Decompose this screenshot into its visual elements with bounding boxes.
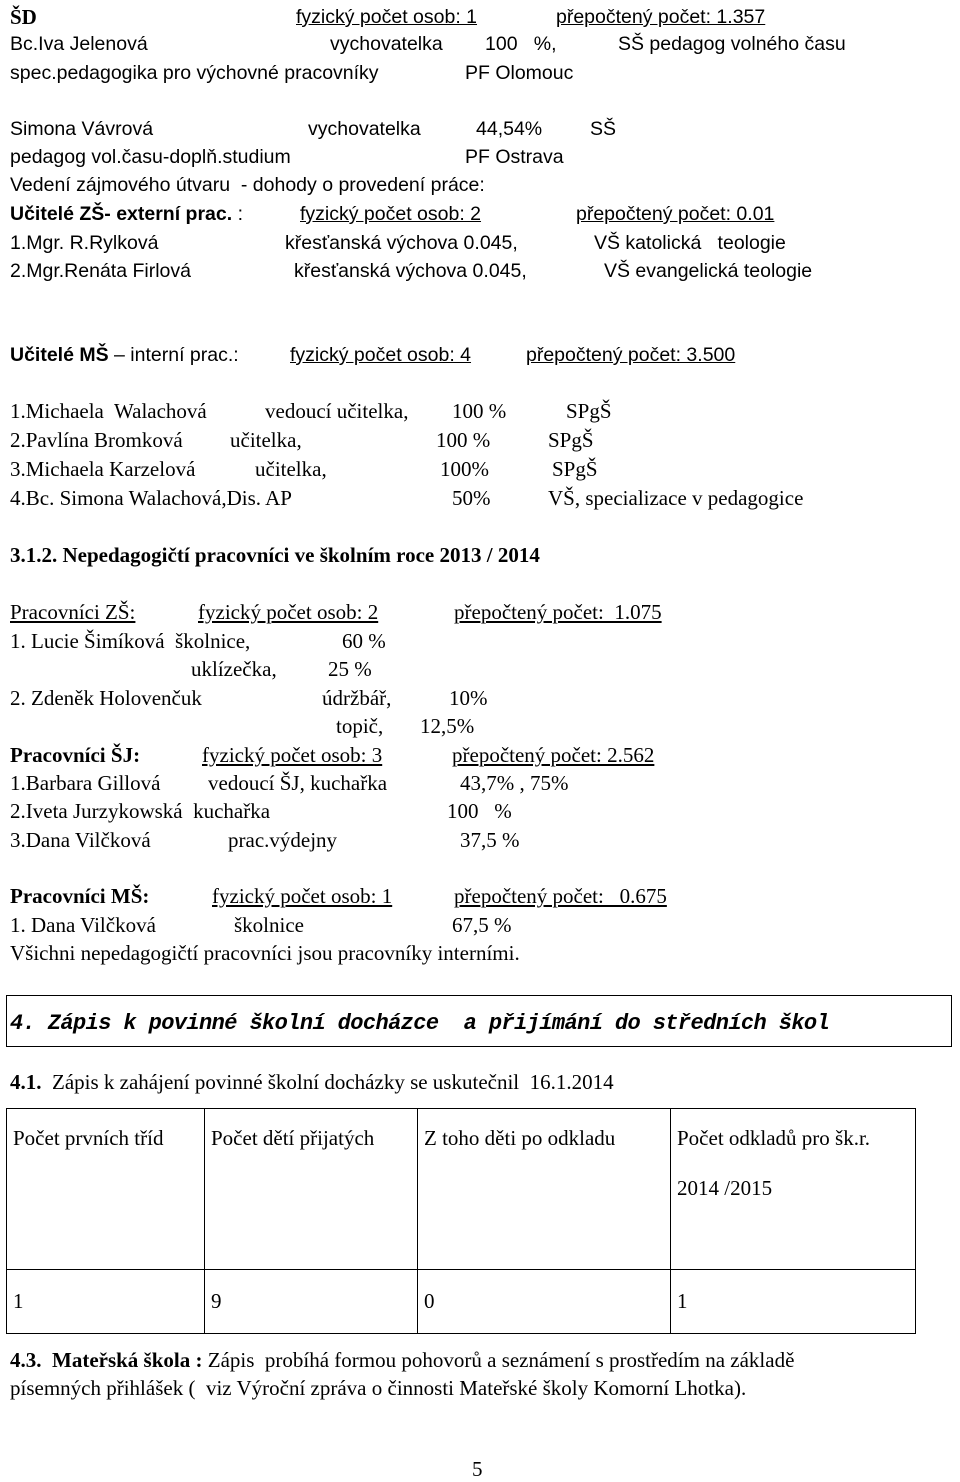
section-4-3-number: 4.3. bbox=[10, 1348, 42, 1372]
staff-pct: 100 % bbox=[447, 799, 512, 823]
table-cell: 1 bbox=[7, 1270, 205, 1334]
nonped-zs-recalc: přepočtený počet: 1.075 bbox=[454, 600, 662, 624]
staff-pct: 100 %, bbox=[485, 33, 557, 55]
staff-role: vychovatelka bbox=[308, 118, 421, 140]
staff-name: 1. Dana Vilčková bbox=[10, 913, 156, 937]
section-4-3-text: Zápis probíhá formou pohovorů a seznámení s prostředím na základě bbox=[207, 1348, 795, 1372]
staff-role: vedoucí ŠJ, kuchařka bbox=[208, 771, 388, 795]
zs-external-label: Učitelé ZŠ- externí prac. bbox=[10, 203, 233, 225]
table-cell: 0 bbox=[418, 1270, 671, 1334]
staff-pct: 25 % bbox=[328, 657, 372, 681]
table-header-cell: Z toho děti po odkladu bbox=[418, 1109, 671, 1270]
staff-name: Simona Vávrová bbox=[10, 118, 154, 140]
staff-name: 4.Bc. Simona Walachová,Dis. AP bbox=[10, 486, 292, 510]
chapter-4-heading: 4. Zápis k povinné školní docházce a přijímání do středních škol bbox=[10, 1011, 830, 1036]
staff-name: 1.Michaela Walachová bbox=[10, 399, 207, 423]
nonped-note: Všichni nepedagogičtí pracovníci jsou pracovníky interními. bbox=[10, 941, 520, 965]
school-year: 2014 /2015 bbox=[677, 1176, 773, 1200]
nonped-ms-label: Pracovníci MŠ: bbox=[10, 884, 150, 908]
nonped-sj-label: Pracovníci ŠJ: bbox=[10, 743, 141, 767]
staff-role: vychovatelka bbox=[330, 33, 443, 55]
nonped-ms-physical: fyzický počet osob: 1 bbox=[212, 884, 393, 908]
nonped-ms-recalc: přepočtený počet: 0.675 bbox=[454, 884, 667, 908]
sd-label: ŠD bbox=[10, 5, 37, 29]
staff-pct: 10% bbox=[449, 686, 488, 710]
nonped-sj-physical: fyzický počet osob: 3 bbox=[202, 743, 383, 767]
staff-name: 2.Pavlína Bromková bbox=[10, 428, 183, 452]
staff-pct: 43,7% , 75% bbox=[460, 771, 569, 795]
staff-name: 2. Zdeněk Holovenčuk bbox=[10, 686, 202, 710]
staff-subject: křesťanská výchova 0.045, bbox=[294, 260, 527, 282]
staff-name: 3.Michaela Karzelová bbox=[10, 457, 196, 481]
staff-line2: spec.pedagogika pro výchovné pracovníky bbox=[10, 62, 379, 84]
sd-recalc-count: přepočtený počet: 1.357 bbox=[556, 6, 766, 28]
nonped-zs-label: Pracovníci ZŠ: bbox=[10, 600, 136, 624]
staff-school: PF Olomouc bbox=[465, 62, 574, 84]
staff-pct: 100% bbox=[440, 457, 489, 481]
staff-name: 3.Dana Vilčková bbox=[10, 828, 151, 852]
staff-pct: 100 % bbox=[436, 428, 491, 452]
staff-pct: 12,5% bbox=[420, 714, 475, 738]
hobby-note: Vedení zájmového útvaru - dohody o provedení práce: bbox=[10, 174, 485, 196]
ms-recalc-count: přepočtený počet: 3.500 bbox=[526, 344, 736, 366]
staff-pct: 67,5 % bbox=[452, 913, 512, 937]
staff-edu: VŠ katolická teologie bbox=[594, 232, 786, 254]
staff-role: školnice bbox=[234, 913, 304, 937]
staff-school: PF Ostrava bbox=[465, 146, 564, 168]
staff-edu: SPgŠ bbox=[548, 428, 594, 452]
staff-pct: 100 % bbox=[452, 399, 507, 423]
section-4-1-text: Zápis k zahájení povinné školní docházky se uskutečnil 16.1.2014 bbox=[41, 1070, 614, 1094]
staff-edu: SPgŠ bbox=[566, 399, 612, 423]
staff-pct: 50% bbox=[452, 486, 491, 510]
staff-edu: VŠ evangelická teologie bbox=[604, 260, 813, 282]
zs-external-recalc: přepočtený počet: 0.01 bbox=[576, 203, 775, 225]
staff-subject: křesťanská výchova 0.045, bbox=[285, 232, 518, 254]
section-4-3-title: Mateřská škola : bbox=[41, 1348, 208, 1372]
table-cell: 1 bbox=[671, 1270, 916, 1334]
separator: : bbox=[232, 203, 249, 225]
page-number: 5 bbox=[472, 1457, 483, 1481]
staff-role: učitelka, bbox=[230, 428, 302, 452]
staff-name: 2.Mgr.Renáta Firlová bbox=[10, 260, 191, 282]
staff-role: údržbář, bbox=[322, 686, 392, 710]
staff-edu: SŠ bbox=[590, 118, 617, 140]
ms-internal-rest: – interní prac.: bbox=[108, 344, 245, 366]
table-header-cell: Počet prvních tříd bbox=[7, 1109, 205, 1270]
staff-role: topič, bbox=[336, 714, 384, 738]
section-3-1-2-heading: 3.1.2. Nepedagogičtí pracovníci ve školním roce 2013 / 2014 bbox=[10, 543, 540, 567]
ms-physical-count: fyzický počet osob: 4 bbox=[290, 344, 472, 366]
staff-pct: 60 % bbox=[342, 629, 386, 653]
staff-edu: SŠ pedagog volného času bbox=[618, 33, 846, 55]
table-header-cell: Počet dětí přijatých bbox=[205, 1109, 418, 1270]
section-4-3-text-line2: písemných přihlášek ( viz Výroční zpráva o činnosti Mateřské školy Komorní Lhotka). bbox=[10, 1376, 747, 1400]
enrollment-table bbox=[6, 1108, 916, 1334]
staff-role: učitelka, bbox=[255, 457, 327, 481]
table-header-cell: Počet odkladů pro šk.r. 2014 /2015 bbox=[671, 1109, 916, 1270]
staff-name: 2.Iveta Jurzykowská kuchařka bbox=[10, 799, 271, 823]
staff-role: vedoucí učitelka, bbox=[265, 399, 409, 423]
staff-role: uklízečka, bbox=[191, 657, 277, 681]
staff-pct: 37,5 % bbox=[460, 828, 520, 852]
staff-line2: pedagog vol.času-doplň.studium bbox=[10, 146, 291, 168]
staff-edu: VŠ, specializace v pedagogice bbox=[548, 486, 804, 510]
staff-name: 1.Barbara Gillová bbox=[10, 771, 161, 795]
staff-name: Bc.Iva Jelenová bbox=[10, 33, 148, 55]
staff-pct: 44,54% bbox=[476, 118, 543, 140]
staff-name: 1. Lucie Šimíková školnice, bbox=[10, 629, 251, 653]
staff-name: 1.Mgr. R.Rylková bbox=[10, 232, 159, 254]
ms-internal-label: Učitelé MŠ bbox=[10, 344, 109, 366]
staff-role: prac.výdejny bbox=[228, 828, 338, 852]
zs-external-physical: fyzický počet osob: 2 bbox=[300, 203, 482, 225]
table-cell: 9 bbox=[205, 1270, 418, 1334]
nonped-sj-recalc: přepočtený počet: 2.562 bbox=[452, 743, 655, 767]
staff-edu: SPgŠ bbox=[552, 457, 598, 481]
nonped-zs-physical: fyzický počet osob: 2 bbox=[198, 600, 379, 624]
section-4-1-number: 4.1. bbox=[10, 1070, 42, 1094]
sd-physical-count: fyzický počet osob: 1 bbox=[296, 6, 478, 28]
